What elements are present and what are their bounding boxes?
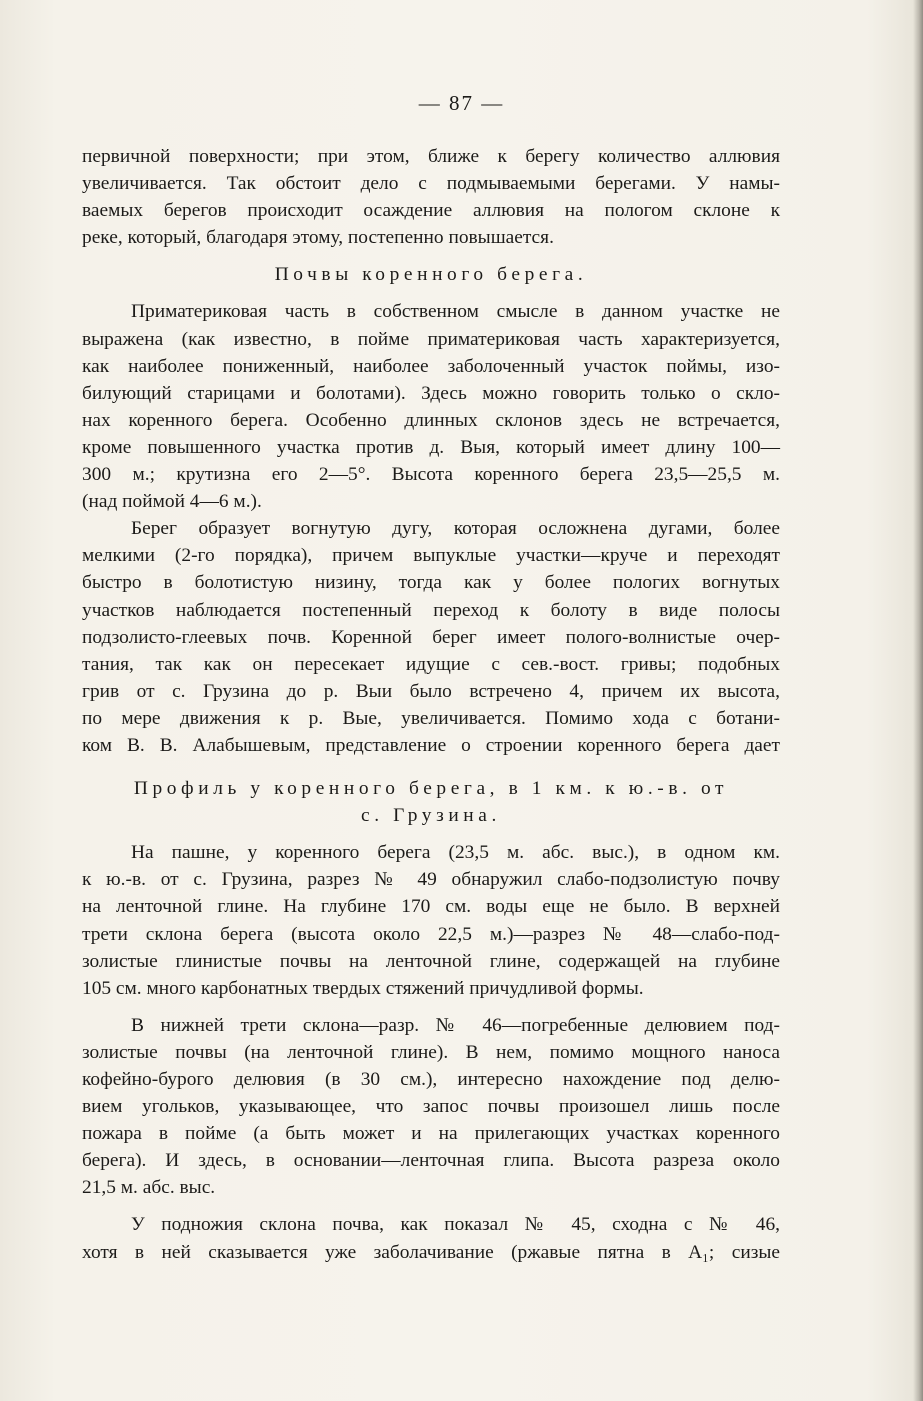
text-line: к ю.-в. от с. Грузина, разрез № 49 обнаружил слабо-подзолистую почву [82,869,780,891]
text-line: как наиболее пониженный, наиболее заболоченный участок поймы, изо- [82,355,780,377]
text-line: (над поймой 4—6 м.). [82,491,262,513]
text-line: тания, так как он пересекает идущие с сев.-вост. гривы; подобных [82,653,780,675]
text-line: У подножия склона почва, как показал № 45, сходна с № 46, [131,1214,780,1236]
text-line: 300 м.; крутизна его 2—5°. Высота коренного берега 23,5—25,5 м. [82,464,780,486]
paragraph-2 [82,298,780,515]
profile-heading-line-2: с. Грузина. [361,805,501,827]
text-line: Приматериковая часть в собственном смысле в данном участке не [131,301,780,323]
text-line: увеличивается. Так обстоит дело с подмываемыми берегами. У намы- [82,173,780,195]
text-line: участков наблюдается постепенный переход к болоту в виде полосы [82,599,780,621]
text-line: 21,5 м. абс. выс. [82,1177,216,1199]
paragraph-1 [82,143,780,251]
section-heading: Почвы коренного берега. [274,264,588,286]
text-line: хотя в ней сказывается уже заболачивание (ржавые пятна в A₁; сизые [82,1241,780,1263]
text-line: кроме повышенного участка против д. Выя, который имеет длину 100— [82,436,780,458]
text-line: В нижней трети склона—разр. № 46—погребенные делювием под- [131,1014,780,1036]
text-line: ком В. В. Алабышевым, представление о строении коренного берега дает [82,734,780,756]
page-edge-shadow [913,0,923,1401]
text-line: золистые почвы (на ленточной глине). В нем, помимо мощного наноса [82,1041,780,1063]
text-line: золистые глинистые почвы на ленточной глине, содержащей на глубине [82,950,780,972]
text-line: 105 см. много карбонатных твердых стяжений причудливой формы. [82,977,644,999]
text-line: На пашне, у коренного берега (23,5 м. абс. выс.), в одном км. [131,842,780,864]
text-line: мелкими (2-го порядка), причем выпуклые участки—круче и переходят [82,545,780,567]
paragraph-5 [82,1012,780,1202]
paragraph-6 [82,1211,780,1265]
text-line: выражена (как известно, в пойме приматериковая часть характеризуется, [82,328,780,350]
text-line: на ленточной глине. На глубине 170 см. воды еще не было. В верхней [82,896,780,918]
text-line: ваемых берегов происходит осаждение аллювия на пологом склоне к [82,200,780,222]
page-number: — 87 — [418,91,505,115]
text-line: берега). И здесь, в основании—ленточная глипа. Высота разреза около [82,1150,780,1172]
profile-heading-line-1: Профиль у коренного берега, в 1 км. к ю.-в. от [133,778,729,800]
text-line: нах коренного берега. Особенно длинных склонов здесь не встречается, [82,409,780,431]
paragraph-3 [82,515,780,759]
text-line: подзолисто-глеевых почв. Коренной берег имеет полого-волнистые очер- [82,626,780,648]
text-line: билующий старицами и болотами). Здесь можно говорить только о скло- [82,382,780,404]
paragraph-4 [82,839,780,1002]
text-line: по мере движения к р. Вые, увеличивается. Помимо хода с ботани- [82,707,780,729]
text-line: реке, который, благодаря этому, постепенно повышается. [82,227,554,249]
text-line: трети склона берега (высота около 22,5 м.)—разрез № 48—слабо-под- [82,923,780,945]
text-line: Берег образует вогнутую дугу, которая осложнена дугами, более [131,518,780,540]
text-line: вием угольков, указывающее, что запос почвы произошел лишь после [82,1096,780,1118]
text-line: первичной поверхности; при этом, ближе к берегу количество аллювия [82,146,780,167]
text-body [82,143,780,1266]
text-line: кофейно-бурого делювия (в 30 см.), интересно нахождение под делю- [82,1069,780,1090]
text-line: быстро в болотистую низину, тогда как у более пологих вогнутых [82,572,780,594]
text-line: грив от с. Грузина до р. Выи было встречено 4, причем их высота, [82,680,780,702]
text-line: пожара в пойме (а быть может и на прилегающих участках коренного [82,1123,780,1145]
